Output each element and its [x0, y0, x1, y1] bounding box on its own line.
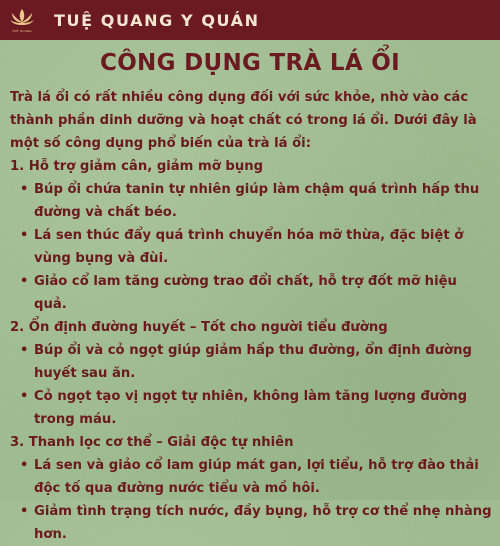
list-item [10, 178, 492, 224]
section-detox [10, 431, 492, 546]
list-item [10, 224, 492, 270]
section-heading: 3. Thanh lọc cơ thể – Giải độc tự nhiên [10, 435, 294, 450]
section-heading: 2. Ổn định đường huyết – Tốt cho người tiểu đường [10, 320, 388, 335]
bullet-icon: • [20, 274, 29, 289]
brand-name: TUỆ QUANG Y QUÁN [54, 10, 260, 30]
logo-text: TUỆ QUANG [12, 29, 32, 33]
logo [2, 0, 42, 40]
list-item [10, 454, 492, 500]
bullet-list [10, 454, 492, 546]
section-blood-sugar [10, 316, 492, 431]
bullet-list [10, 339, 492, 431]
bullet-icon: • [20, 182, 29, 197]
list-item [10, 270, 492, 316]
bullet-icon: • [20, 389, 29, 404]
list-item-text: Lá sen thúc đẩy quá trình chuyển hóa mỡ thừa, đặc biệt ở vùng bụng và đùi. [34, 228, 464, 266]
list-item-text: Lá sen và giảo cổ lam giúp mát gan, lợi tiểu, hỗ trợ đào thải độc tố qua đường nước tiểu và mồ hôi. [34, 458, 479, 496]
list-item-text: Cỏ ngọt tạo vị ngọt tự nhiên, không làm tăng lượng đường trong máu. [34, 389, 468, 427]
bullet-icon: • [20, 343, 29, 358]
page-title: CÔNG DỤNG TRÀ LÁ ỔI [100, 50, 400, 76]
section-weight-loss [10, 155, 492, 316]
bullet-icon: • [20, 228, 29, 243]
bullet-icon: • [20, 504, 29, 519]
header-bar [0, 0, 500, 40]
section-heading: 1. Hỗ trợ giảm cân, giảm mỡ bụng [10, 159, 264, 174]
bullet-list [10, 178, 492, 316]
list-item-text: Giảm tình trạng tích nước, đầy bụng, hỗ trợ cơ thể nhẹ nhàng hơn. [34, 504, 492, 542]
list-item [10, 385, 492, 431]
list-item-text: Búp ổi chứa tanin tự nhiên giúp làm chậm quá trình hấp thu đường và chất béo. [34, 182, 480, 220]
list-item-text: Giảo cổ lam tăng cường trao đổi chất, hỗ trợ đốt mỡ hiệu quả. [34, 274, 457, 312]
content-body [10, 86, 492, 546]
list-item-text: Búp ổi và cỏ ngọt giúp giảm hấp thu đường, ổn định đường huyết sau ăn. [34, 343, 472, 381]
list-item [10, 339, 492, 385]
bullet-icon: • [20, 458, 29, 473]
intro-paragraph: Trà lá ổi có rất nhiều công dụng đối với sức khỏe, nhờ vào các thành phần dinh dưỡng và hoạt chất có trong lá ổi. Dưới đây là một số công dụng phổ biến của trà lá ổi: [10, 90, 477, 151]
list-item [10, 500, 492, 546]
lotus-icon [9, 7, 35, 29]
